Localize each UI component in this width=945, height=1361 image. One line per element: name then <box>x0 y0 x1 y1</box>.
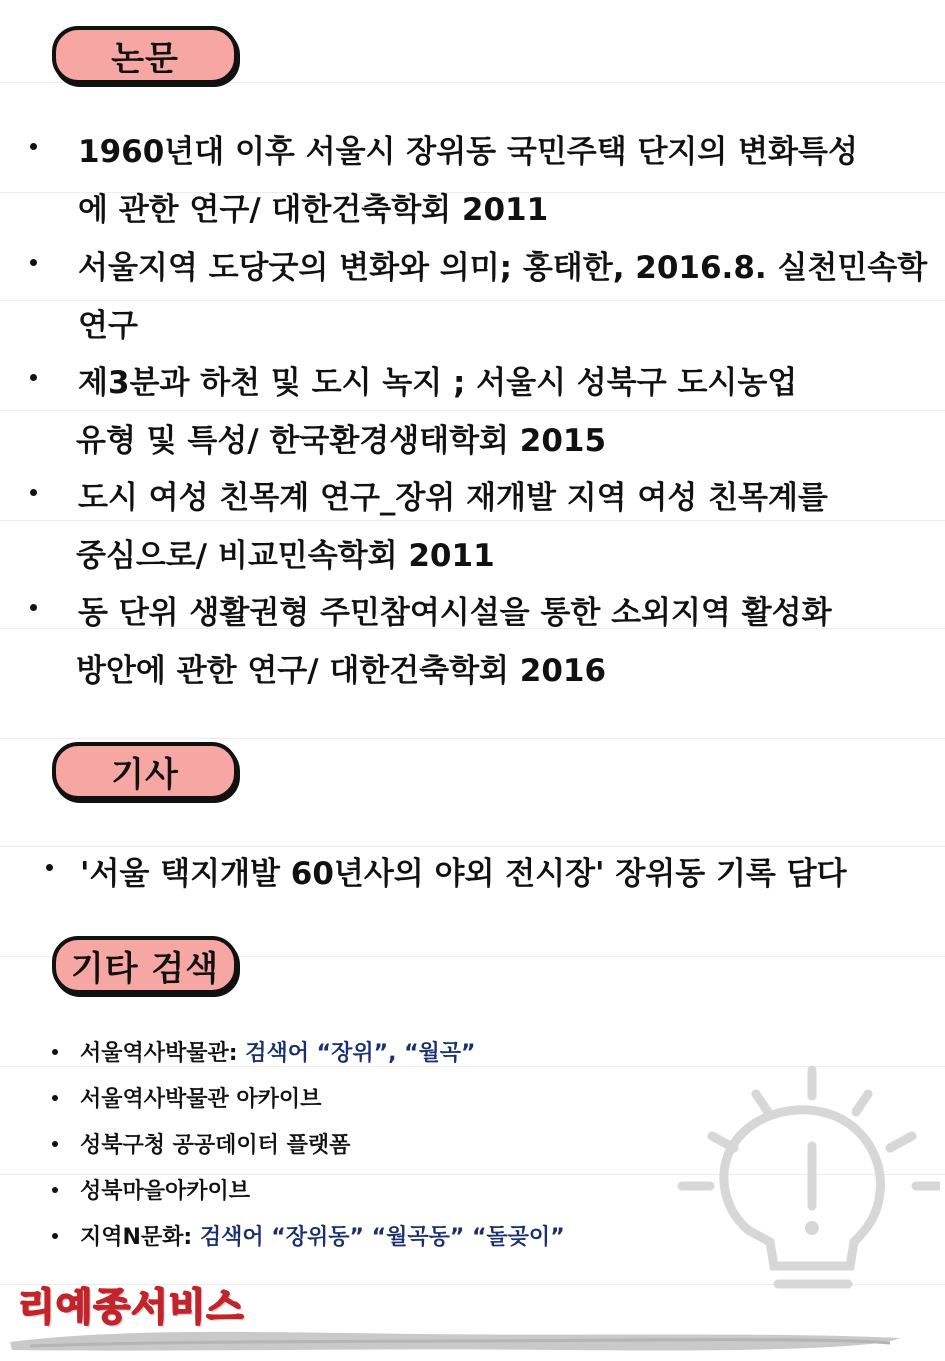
bullet-icon <box>30 259 37 266</box>
paper-line: 연구 <box>78 308 138 344</box>
brand-logo: 리예종서비스 <box>18 1285 245 1329</box>
search-keyword: 검색어 “장위”, “월곡” <box>245 1041 476 1066</box>
paper-line: 1960년대 이후 서울시 장위동 국민주택 단지의 변화특성 <box>78 134 858 170</box>
section-title-other <box>52 936 238 994</box>
lightbulb-icon <box>676 1062 940 1294</box>
paper-line: 서울지역 도당굿의 변화와 의미; 홍태한, 2016.8. 실천민속학 <box>78 250 928 286</box>
search-item[interactable]: 서울역사박물관 아카이브 <box>80 1087 322 1112</box>
bullet-icon <box>30 489 37 496</box>
paper-line: 유형 및 특성/ 한국환경생태학회 2015 <box>76 423 607 459</box>
bullet-icon <box>52 1141 58 1147</box>
section-title-articles <box>52 742 238 800</box>
divider <box>0 520 945 521</box>
section-title-papers-text: 논문 <box>111 38 179 79</box>
search-keyword: 검색어 “장위동” “월곡동” “돌곶이” <box>199 1225 565 1250</box>
bullet-icon <box>30 374 37 381</box>
search-item[interactable] <box>80 1220 565 1251</box>
paper-line: 방안에 관한 연구/ 대한건축학회 2016 <box>76 653 607 689</box>
search-item[interactable] <box>80 1036 476 1067</box>
divider <box>0 300 945 301</box>
bullet-icon <box>52 1095 58 1101</box>
article-link[interactable]: '서울 택지개발 60년사의 야외 전시장' 장위동 기록 담다 <box>80 856 847 892</box>
bullet-icon <box>52 1187 58 1193</box>
paper-line: 중심으로/ 비교민속학회 2011 <box>76 538 495 574</box>
divider <box>0 738 945 739</box>
section-title-other-text: 기타 검색 <box>70 948 220 989</box>
paper-line: 동 단위 생활권형 주민참여시설을 통한 소외지역 활성화 <box>78 595 832 631</box>
divider <box>0 410 945 411</box>
bullet-icon <box>30 143 37 150</box>
divider <box>0 846 945 847</box>
search-item-label: 서울역사박물관: <box>80 1041 246 1066</box>
paper-line: 제3분과 하천 및 도시 녹지 ; 서울시 성북구 도시농업 <box>78 365 798 401</box>
bullet-icon <box>52 1049 58 1055</box>
section-title-articles-text: 기사 <box>111 754 179 795</box>
search-item[interactable]: 성북구청 공공데이터 플랫폼 <box>80 1133 351 1158</box>
search-item[interactable]: 성북마을아카이브 <box>80 1179 251 1204</box>
paper-line: 에 관한 연구/ 대한건축학회 2011 <box>78 192 549 228</box>
bullet-icon <box>46 864 53 871</box>
section-title-papers <box>52 26 238 84</box>
bullet-icon <box>30 604 37 611</box>
bullet-icon <box>52 1233 58 1239</box>
search-item-label: 지역N문화: <box>80 1225 200 1250</box>
paper-line: 도시 여성 친목계 연구_장위 재개발 지역 여성 친목계를 <box>78 480 828 516</box>
